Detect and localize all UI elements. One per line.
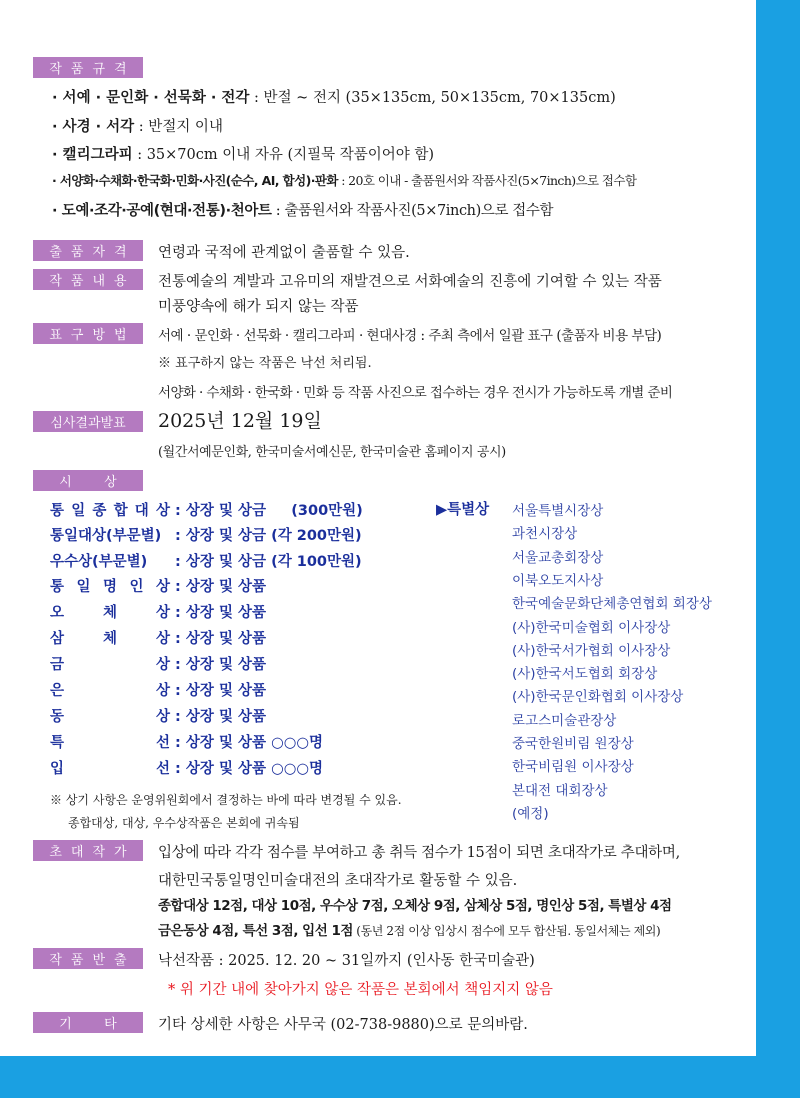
awards-note-1: ※ 상기 사항은 운영위원회에서 결정하는 바에 따라 변경될 수 있음. <box>50 793 402 807</box>
framing-line-1: 서예 · 문인화 · 선묵화 · 캘리그라피 · 현대사경 : 주최 측에서 일괄 표구 (출품자 비용 부담) <box>158 328 662 344</box>
framing-line-2: ※ 표구하지 않는 작품은 낙선 처리됨. <box>158 356 372 371</box>
award-row <box>50 575 266 596</box>
eligibility-label: 출품자격 <box>33 240 143 261</box>
frame-right-border <box>756 0 800 1098</box>
return-line-1: 낙선작품 : 2025. 12. 20 ~ 31일까지 (인사동 한국미술관) <box>158 953 535 969</box>
frame-bottom-border <box>0 1056 800 1098</box>
content-line-1: 전통예술의 계발과 고유미의 재발견으로 서화예술의 진흥에 기여할 수 있는 작품 <box>158 274 662 290</box>
special-award-title: ▶특별상 <box>436 502 490 518</box>
award-name: 삼 체 상 <box>50 631 170 647</box>
spec-line-3: · 캘리그라피 : 35×70cm 이내 자유 (지필묵 작품이어야 함) <box>52 147 435 163</box>
invited-line-1: 입상에 따라 각각 점수를 부여하고 총 취득 점수가 15점이 되면 초대작가로 추대하며, <box>158 845 680 861</box>
award-prize: : 상장 및 상품 <box>170 657 267 673</box>
return-label: 작품반출 <box>33 948 143 969</box>
award-row <box>50 679 266 700</box>
awards-label: 시 상 <box>33 470 143 491</box>
award-row <box>50 524 362 545</box>
results-date: 2025년 12월 19일 <box>158 410 322 432</box>
spec-line-5: · 도예·조각·공예(현대·전통)·천아트 : 출품원서와 작품사진(5×7inch)으로 접수함 <box>52 203 554 219</box>
invited-line-2: 대한민국통일명인미술대전의 초대작가로 활동할 수 있음. <box>158 873 518 889</box>
award-row <box>50 627 266 648</box>
special-award-item: 과천시장상 <box>512 526 578 543</box>
content-line-2: 미풍양속에 해가 되지 않는 작품 <box>158 299 359 315</box>
special-award-item: (사)한국문인화협회 이사장상 <box>512 689 684 706</box>
etc-text: 기타 상세한 사항은 사무국 (02-738-9880)으로 문의바람. <box>158 1017 528 1033</box>
etc-label: 기 타 <box>33 1012 143 1033</box>
award-row <box>50 653 266 674</box>
award-row <box>50 550 362 571</box>
invited-label: 초대작가 <box>33 840 143 861</box>
special-award-item: 로고스미술관장상 <box>512 712 617 729</box>
eligibility-text: 연령과 국적에 관계없이 출품할 수 있음. <box>158 245 410 261</box>
award-prize: : 상장 및 상품 <box>170 579 267 595</box>
return-warning: * 위 기간 내에 찾아가지 않은 작품은 본회에서 책임지지 않음 <box>168 982 553 998</box>
award-row <box>50 601 266 622</box>
award-name: 통일대상(부문별) <box>50 528 162 544</box>
special-award-item: 중국한원비림 원장상 <box>512 736 634 752</box>
results-label: 심사결과발표 <box>33 411 143 432</box>
award-name: 통 일 종 합 대 상 <box>50 503 170 519</box>
award-row <box>50 757 323 778</box>
special-award-item: (사)한국서가협회 이사장상 <box>512 642 671 659</box>
award-prize: : 상장 및 상금 (각 200만원) <box>170 528 362 544</box>
special-award-item: 본대전 대회장상 <box>512 782 608 799</box>
award-name: 우수상(부문별) <box>50 554 148 570</box>
spec-line-1: · 서예 · 문인화 · 선묵화 · 전각 : 반절 ~ 전지 (35×135cm, 50×135cm, 70×135cm) <box>52 90 616 106</box>
award-prize: : 상장 및 상품 <box>170 683 267 699</box>
invited-line-3: 종합대상 12점, 대상 10점, 우수상 7점, 오체상 9점, 삼체상 5점, 명인상 5점, 특별상 4점 <box>158 898 672 914</box>
award-prize: : 상장 및 상품 ○○○명 <box>170 761 324 777</box>
special-award-item: 서울특별시장상 <box>512 503 604 519</box>
special-award-item: (예정) <box>512 805 549 822</box>
award-name: 오 체 상 <box>50 605 170 621</box>
award-row <box>50 731 323 752</box>
special-award-item: (사)한국서도협회 회장상 <box>512 666 658 683</box>
award-name: 은 상 <box>50 683 170 699</box>
award-name: 금 상 <box>50 657 170 673</box>
award-prize: : 상장 및 상금 (300만원) <box>170 503 363 519</box>
special-award-item: 서울교총회장상 <box>512 549 604 566</box>
special-award-item: 한국예술문화단체총연협회 회장상 <box>512 596 712 613</box>
framing-line-3: 서양화 · 수채화 · 한국화 · 민화 등 작품 사진으로 접수하는 경우 전시가 가능하도록 개별 준비 <box>158 385 673 401</box>
special-award-item: 한국비림원 이사장상 <box>512 759 634 776</box>
award-prize: : 상장 및 상금 (각 100만원) <box>170 554 362 570</box>
framing-label: 표구방법 <box>33 323 143 344</box>
spec-label: 작품규격 <box>33 57 143 78</box>
award-prize: : 상장 및 상품 <box>170 631 267 647</box>
content-label: 작품내용 <box>33 269 143 290</box>
spec-line-2: · 사경 · 서각 : 반절지 이내 <box>52 119 223 135</box>
award-row <box>50 499 363 520</box>
awards-note-2: 종합대상, 대상, 우수상작품은 본회에 귀속됨 <box>68 816 300 830</box>
award-name: 입 선 <box>50 761 170 777</box>
invited-line-4: 금은동상 4점, 특선 3점, 입선 1점 (동년 2점 이상 입상시 점수에 모두 합산됨. 동일서체는 제외) <box>158 923 661 939</box>
award-prize: : 상장 및 상품 <box>170 709 267 725</box>
award-prize: : 상장 및 상품 ○○○명 <box>170 735 324 751</box>
results-note: (월간서예문인화, 한국미술서예신문, 한국미술관 홈페이지 공시) <box>158 445 506 460</box>
award-name: 통 일 명 인 상 <box>50 579 170 595</box>
award-prize: : 상장 및 상품 <box>170 605 267 621</box>
award-name: 동 상 <box>50 709 170 725</box>
award-name: 특 선 <box>50 735 170 751</box>
spec-line-4: · 서양화·수채화·한국화·민화·사진(순수, AI, 합성)·판화 : 20호 이내 - 출품원서와 작품사진(5×7inch)으로 접수함 <box>52 173 637 188</box>
award-row <box>50 705 266 726</box>
special-award-item: 이북오도지사상 <box>512 572 604 589</box>
special-award-item: (사)한국미술협회 이사장상 <box>512 619 671 636</box>
